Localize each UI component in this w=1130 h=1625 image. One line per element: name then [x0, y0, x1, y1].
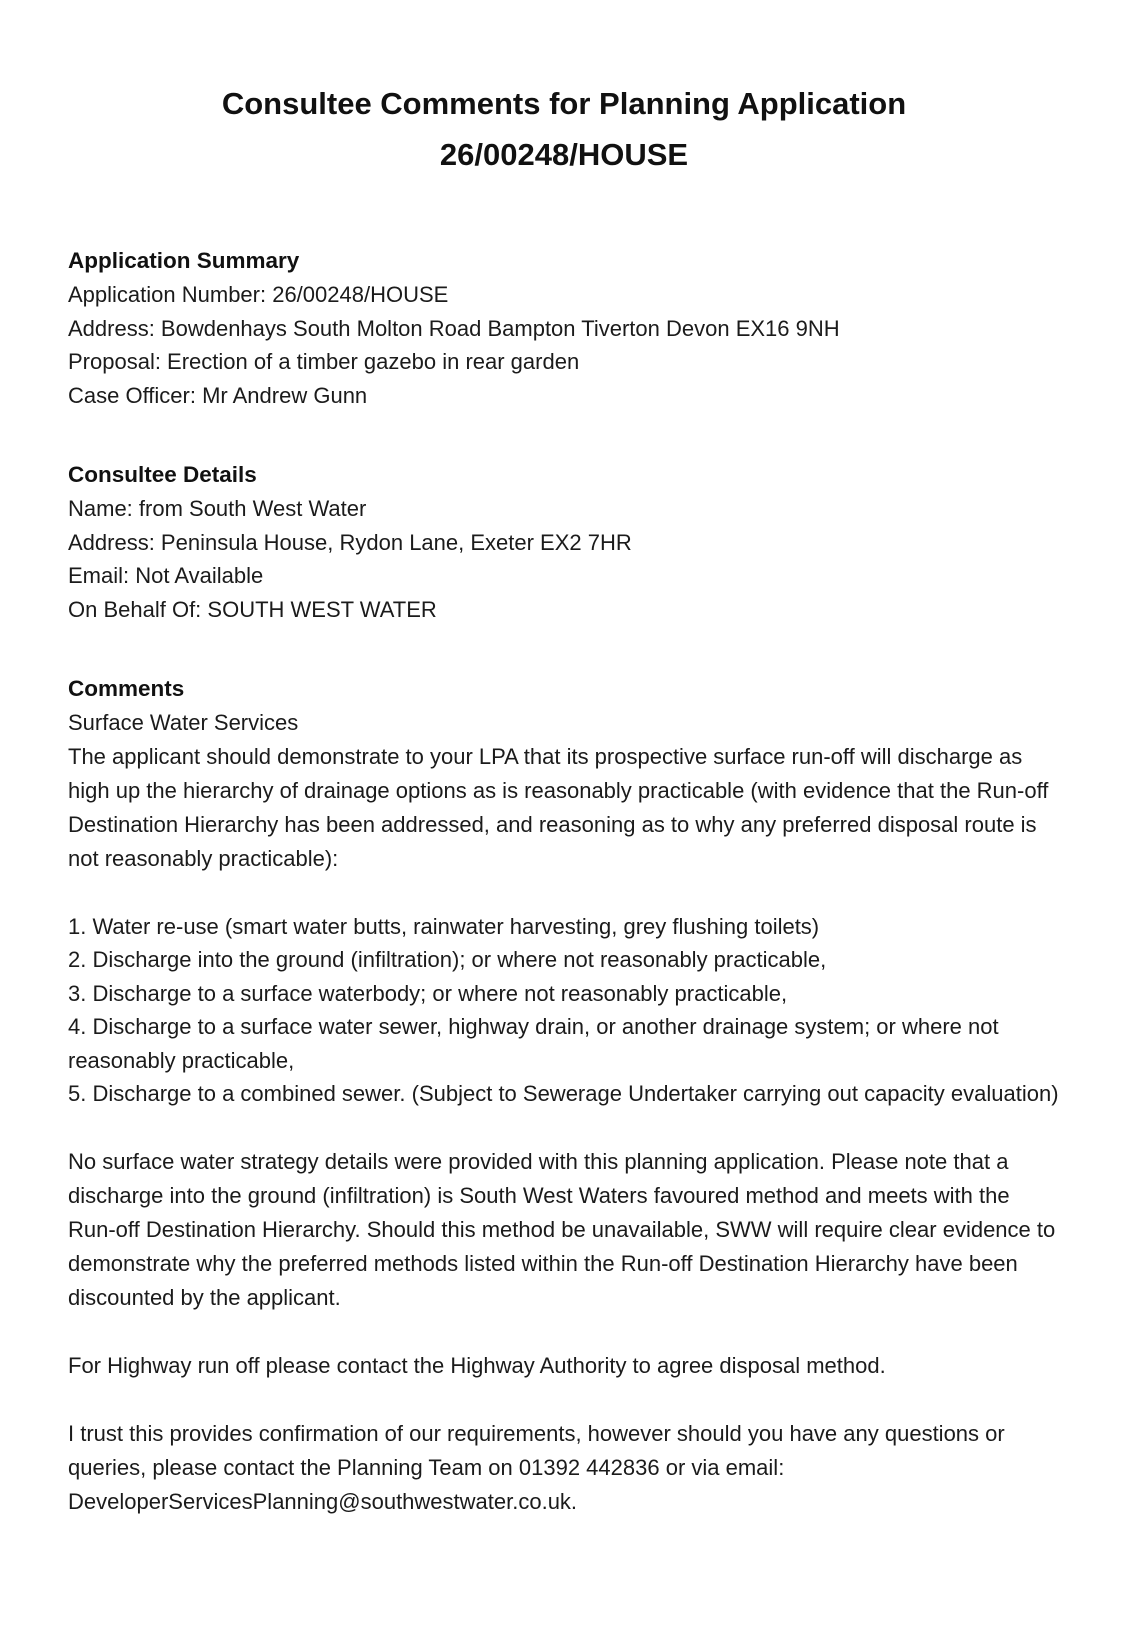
- hierarchy-item-4: 4. Discharge to a surface water sewer, highway drain, or another drainage system; or where not reasonably practicable,: [68, 1014, 999, 1073]
- comments-intro-paragraph: The applicant should demonstrate to your LPA that its prospective surface run-off will discharge as high up the hierarchy of drainage options as is reasonably practicable (with evidence that the Run-off Destination Hierarchy has been addressed, and reasoning as to why any preferred disposal route is not reasonably practicable):: [68, 743, 1049, 871]
- comments-subheading: Surface Water Services: [68, 710, 299, 736]
- proposal-line: Proposal: Erection of a timber gazebo in rear garden: [68, 349, 580, 375]
- case-officer-line: Case Officer: Mr Andrew Gunn: [68, 382, 368, 408]
- strategy-paragraph: No surface water strategy details were provided with this planning application. Please note that a discharge into the ground (infiltration) is South West Waters favoured method and meets with the Run-off Destination Hierarchy. Should this method be unavailable, SWW will require clear evidence to demonstrate why the preferred methods listed within the Run-off Destination Hierarchy have been discounted by the applicant.: [68, 1148, 1056, 1310]
- hierarchy-item-3: 3. Discharge to a surface waterbody; or where not reasonably practicable,: [68, 980, 788, 1006]
- consultee-details-heading: Consultee Details: [68, 462, 257, 488]
- highway-paragraph: For Highway run off please contact the Highway Authority to agree disposal method.: [68, 1352, 886, 1378]
- section-consultee-details: [68, 458, 1060, 626]
- application-number-line: Application Number: 26/00248/HOUSE: [68, 282, 449, 308]
- hierarchy-item-5: 5. Discharge to a combined sewer. (Subject to Sewerage Undertaker carrying out capacity evaluation): [68, 1081, 1059, 1107]
- comments-heading: Comments: [68, 676, 185, 702]
- on-behalf-of-line: On Behalf Of: SOUTH WEST WATER: [68, 596, 437, 622]
- consultee-email-line: Email: Not Available: [68, 563, 264, 589]
- document-title: [68, 78, 1060, 180]
- consultee-address-line: Address: Peninsula House, Rydon Lane, Exeter EX2 7HR: [68, 529, 632, 555]
- closing-paragraph: I trust this provides confirmation of our requirements, however should you have any questions or queries, please contact the Planning Team on 01392 442836 or via email: DeveloperServicesPlanning@southwestwater.co.uk.: [68, 1420, 1005, 1514]
- document-title-line1: Consultee Comments for Planning Application: [221, 86, 907, 121]
- consultee-name-line: Name: from South West Water: [68, 496, 367, 522]
- section-comments: [68, 672, 1060, 1519]
- section-application-summary: [68, 244, 1060, 412]
- hierarchy-item-1: 1. Water re-use (smart water butts, rainwater harvesting, grey flushing toilets): [68, 913, 820, 939]
- application-summary-heading: Application Summary: [68, 248, 300, 274]
- hierarchy-item-2: 2. Discharge into the ground (infiltration); or where not reasonably practicable,: [68, 947, 827, 973]
- document-title-line2: 26/00248/HOUSE: [439, 137, 689, 173]
- application-address-line: Address: Bowdenhays South Molton Road Bampton Tiverton Devon EX16 9NH: [68, 315, 840, 341]
- runoff-hierarchy-list: [68, 910, 1060, 1111]
